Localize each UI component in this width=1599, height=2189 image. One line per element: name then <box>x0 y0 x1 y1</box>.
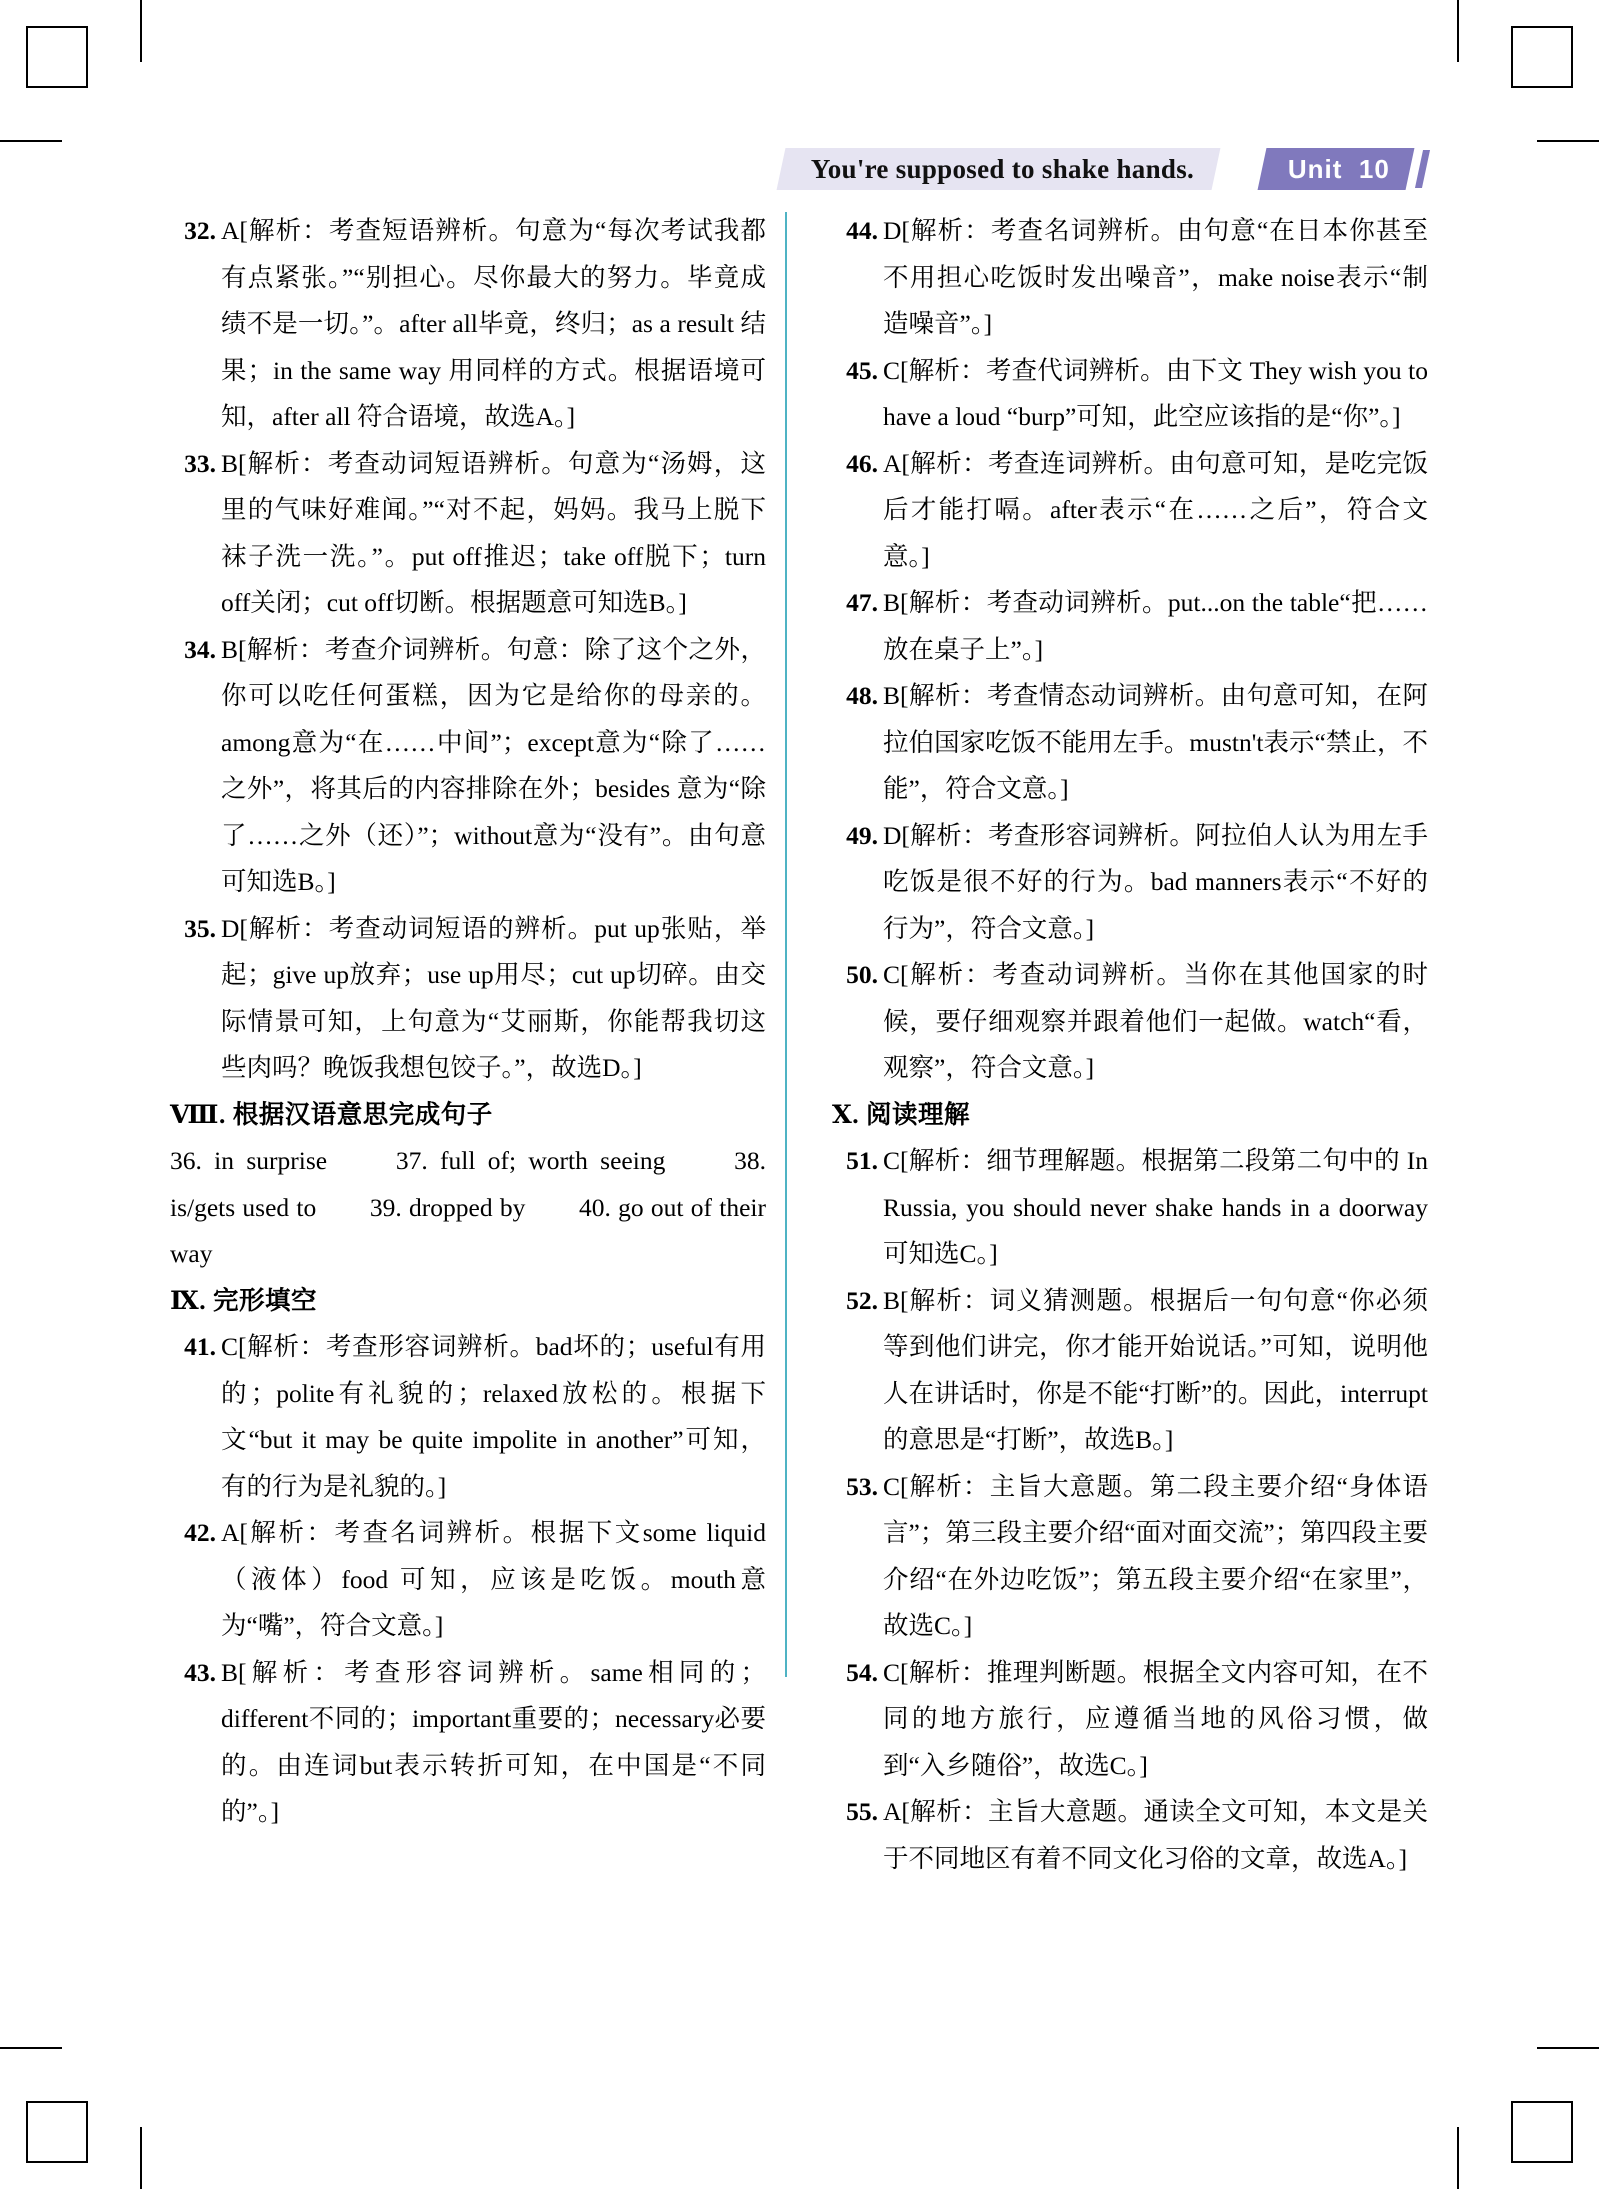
answer-entry <box>832 441 1428 581</box>
answer-text: D[解析：考查动词短语的辨析。put up张贴，举起；give up放弃；use up用尽；cut up切碎。由交际情景可知，上句意为“艾丽斯，你能帮我切这些肉吗？晚饭我想包饺子。”，故选D。] <box>221 913 766 1082</box>
answer-number: 53. <box>846 1471 878 1501</box>
right-column <box>784 208 1428 1882</box>
answer-entry <box>832 1789 1428 1882</box>
answer-number: 55. <box>846 1797 878 1826</box>
answer-number: 52. <box>846 1285 878 1315</box>
answer-number: 44. <box>846 216 878 245</box>
answer-entry <box>170 208 766 441</box>
answer-entry <box>170 906 766 1092</box>
page-title: You're supposed to shake hands. <box>810 153 1194 184</box>
answer-number: 42. <box>184 1518 216 1547</box>
unit-badge <box>1258 148 1415 190</box>
answer-number: 35. <box>184 913 216 943</box>
header-title-banner <box>776 148 1220 190</box>
answer-entry <box>832 1278 1428 1464</box>
answer-number: 43. <box>184 1657 216 1687</box>
answer-entry <box>832 348 1428 441</box>
answer-text: C[解析：细节理解题。根据第二段第二句中的 In Russia, you should never shake hands in a doorway可知选C。] <box>883 1146 1428 1268</box>
answer-number: 50. <box>846 960 878 989</box>
answer-number: 51. <box>846 1146 878 1175</box>
answer-number: 46. <box>846 448 878 478</box>
answer-entry <box>170 441 766 627</box>
answer-number: 32. <box>184 216 216 245</box>
answer-entry <box>832 1138 1428 1278</box>
answer-text: B[解析：考查动词辨析。put...on the table“把……放在桌子上”。] <box>883 588 1428 664</box>
answer-entry <box>170 1650 766 1836</box>
answer-number: 45. <box>846 355 878 385</box>
crop-mark-top-right-horizontal <box>1537 140 1599 142</box>
crop-mark-top-left-vertical <box>140 0 142 62</box>
answer-text: B[解析：考查形容词辨析。same相同的；different不同的；important重要的；necessary必要的。由连词but表示转折可知，在中国是“不同的”。] <box>221 1657 766 1826</box>
crop-mark-bottom-left <box>26 2101 88 2163</box>
section-heading-9: Ⅸ. 完形填空 <box>170 1285 317 1315</box>
left-column <box>170 208 784 1882</box>
crop-mark-bottom-left-horizontal <box>0 2047 62 2049</box>
answer-number: 48. <box>846 681 878 710</box>
answer-text: C[解析：考查动词辨析。当你在其他国家的时候，要仔细观察并跟着他们一起做。watch“看，观察”，符合文意。] <box>883 960 1428 1082</box>
crop-mark-top-left-horizontal <box>0 140 62 142</box>
crop-mark-top-left <box>26 26 88 88</box>
page-header <box>170 148 1438 194</box>
answer-entry <box>832 952 1428 1092</box>
crop-mark-bottom-right <box>1511 2101 1573 2163</box>
answer-text: A[解析：考查连词辨析。由句意可知，是吃完饭后才能打嗝。after表示“在……之后”，符合文意。] <box>883 448 1428 571</box>
answer-entry <box>832 1464 1428 1650</box>
crop-mark-bottom-right-vertical <box>1457 2127 1459 2189</box>
answer-number: 47. <box>846 588 878 617</box>
answer-number: 34. <box>184 634 216 664</box>
unit-badge-tick <box>1415 150 1430 188</box>
answer-entry <box>832 673 1428 813</box>
unit-badge-label: Unit 10 <box>1288 153 1390 184</box>
answer-entry <box>170 1510 766 1650</box>
answer-text: C[解析：考查代词辨析。由下文 They wish you to have a loud “burp”可知，此空应该指的是“你”。] <box>883 355 1428 431</box>
answer-text: B[解析：词义猜测题。根据后一句句意“你必须等到他们讲完，你才能开始说话。”可知，说明他人在讲话时，你是不能“打断”的。因此，interrupt的意思是“打断”，故选B。] <box>883 1285 1428 1454</box>
answer-columns <box>170 208 1440 1882</box>
answer-text: B[解析：考查动词短语辨析。句意为“汤姆，这里的气味好难闻。”“对不起，妈妈。我马上脱下袜子洗一洗。”。put off推迟；take off脱下；turn off关闭；cut off切断。根据题意可知选B。] <box>221 448 766 617</box>
answer-entry <box>832 208 1428 348</box>
answer-text: C[解析：推理判断题。根据全文内容可知，在不同的地方旅行，应遵循当地的风俗习惯，做到“入乡随俗”，故选C。] <box>883 1657 1428 1780</box>
fill-in-answers-text: 36. in surprise 37. full of; worth seeing 38. is/gets used to 39. dropped by 40. go out of their way <box>170 1146 766 1268</box>
answer-number: 41. <box>184 1332 216 1361</box>
answer-text: D[解析：考查名词辨析。由句意“在日本你甚至不用担心吃饭时发出噪音”，make noise表示“制造噪音”。] <box>883 216 1428 338</box>
answer-entry <box>832 1650 1428 1790</box>
crop-mark-top-right-vertical <box>1457 0 1459 62</box>
answer-number: 33. <box>184 448 216 478</box>
answer-number: 49. <box>846 820 878 850</box>
section-heading-10: Ⅹ. 阅读理解 <box>832 1099 971 1129</box>
answer-text: A[解析：考查短语辨析。句意为“每次考试我都有点紧张。”“别担心。尽你最大的努力。毕竟成绩不是一切。”。after all毕竟，终归；as a result 结果；in the same way 用同样的方式。根据语境可知，after all 符合语境，故选A。] <box>221 216 766 431</box>
answer-entry <box>170 1324 766 1510</box>
answer-entry <box>832 580 1428 673</box>
answer-text: C[解析：考查形容词辨析。bad坏的；useful有用的；polite有礼貌的；relaxed放松的。根据下文“but it may be quite impolite in another”可知，有的行为是礼貌的。] <box>221 1332 766 1501</box>
crop-mark-bottom-right-horizontal <box>1537 2047 1599 2049</box>
crop-mark-bottom-left-vertical <box>140 2127 142 2189</box>
answer-text: D[解析：考查形容词辨析。阿拉伯人认为用左手吃饭是很不好的行为。bad manners表示“不好的行为”，符合文意。] <box>883 820 1428 943</box>
answer-entry <box>170 627 766 906</box>
answer-number: 54. <box>846 1657 878 1687</box>
answer-text: C[解析：主旨大意题。第二段主要介绍“身体语言”；第三段主要介绍“面对面交流”；第四段主要介绍“在外边吃饭”；第五段主要介绍“在家里”，故选C。] <box>883 1471 1428 1640</box>
answer-text: B[解析：考查情态动词辨析。由句意可知，在阿拉伯国家吃饭不能用左手。mustn't表示“禁止，不能”，符合文意。] <box>883 681 1428 803</box>
section-heading-8: Ⅷ. 根据汉语意思完成句子 <box>170 1099 493 1129</box>
answer-text: A[解析：主旨大意题。通读全文可知，本文是关于不同地区有着不同文化习俗的文章，故选A。] <box>883 1797 1428 1873</box>
answer-text: B[解析：考查介词辨析。句意：除了这个之外，你可以吃任何蛋糕，因为它是给你的母亲的。among意为“在……中间”；except意为“除了……之外”，将其后的内容排除在外；besides 意为“除 了……之外（还）”；without意为“没有”。由句意可知选B。] <box>221 634 766 896</box>
crop-mark-top-right <box>1511 26 1573 88</box>
fill-in-answers <box>170 1138 766 1278</box>
answer-text: A[解析：考查名词辨析。根据下文some liquid（液体）food 可知，应该是吃饭。mouth意为“嘴”，符合文意。] <box>221 1518 766 1640</box>
answer-entry <box>832 813 1428 953</box>
